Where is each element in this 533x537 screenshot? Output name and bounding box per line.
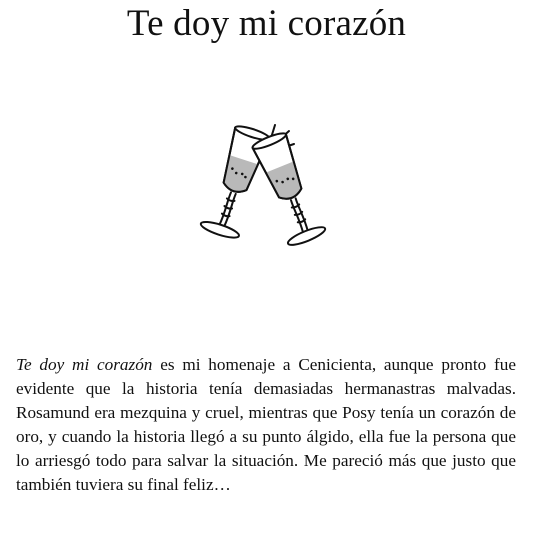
champagne-toast-icon	[183, 118, 333, 268]
chapter-title: Te doy mi corazón	[126, 3, 407, 44]
body-text: es mi homenaje a Cenicienta, aunque pronto fue evidente que la historia tenía demasiadas hermanastras malvadas. Rosamund era mezquina y cruel, mientras que Posy tenía un corazón de oro, y cuando la historia llegó a su punto álgido, ella fue la persona que lo arriesgó todo para salvar la situación. Me pareció más que justo que también tuviera su final feliz…	[16, 355, 516, 495]
book-title-italic: Te doy mi corazón	[16, 355, 153, 374]
body-paragraph	[16, 353, 516, 498]
